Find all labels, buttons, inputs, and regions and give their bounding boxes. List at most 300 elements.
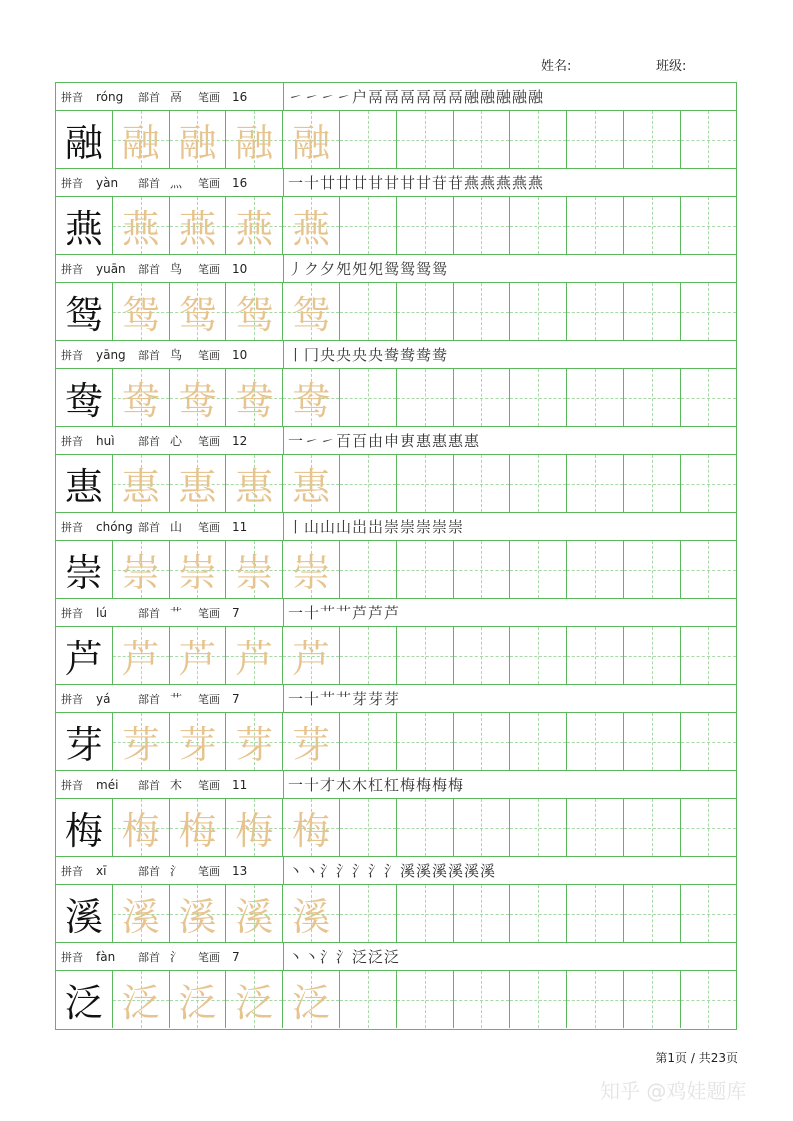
stroke-order-sequence: 丶丶氵氵氵氵氵溪溪溪溪溪溪 xyxy=(288,862,497,880)
trace-char-cell[interactable] xyxy=(226,197,283,254)
model-char: 芦 xyxy=(64,637,103,681)
practice-cell[interactable] xyxy=(397,971,454,1028)
radical-value: 氵 xyxy=(170,864,183,878)
practice-cell[interactable] xyxy=(340,197,397,254)
char-practice-row xyxy=(56,369,736,427)
practice-cell[interactable] xyxy=(681,111,736,168)
model-char-cell xyxy=(56,111,113,168)
model-char-cell xyxy=(56,283,113,340)
practice-cell[interactable] xyxy=(624,197,681,254)
radical-label: 部首 xyxy=(138,950,160,964)
model-char: 崇 xyxy=(64,551,103,595)
model-char-cell xyxy=(56,627,113,684)
practice-cell[interactable] xyxy=(454,541,511,598)
trace-char-cell[interactable] xyxy=(283,971,340,1028)
trace-char: 鸯 xyxy=(178,379,217,423)
trace-char-cell[interactable] xyxy=(170,455,227,512)
practice-cell[interactable] xyxy=(340,799,397,856)
char-info-row xyxy=(56,255,736,283)
practice-cell[interactable] xyxy=(567,713,624,770)
practice-cell[interactable] xyxy=(567,627,624,684)
practice-cell[interactable] xyxy=(397,799,454,856)
trace-char-cell[interactable] xyxy=(226,971,283,1028)
practice-cell[interactable] xyxy=(454,455,511,512)
radical-value: 艹 xyxy=(170,692,183,706)
char-info-row xyxy=(56,943,736,971)
char-practice-row xyxy=(56,971,736,1029)
practice-cell[interactable] xyxy=(340,111,397,168)
trace-char: 惠 xyxy=(178,465,217,509)
strokes-value: 7 xyxy=(232,605,240,620)
practice-cell[interactable] xyxy=(681,541,736,598)
practice-cell[interactable] xyxy=(510,627,567,684)
pinyin-label: 拼音 xyxy=(61,692,83,706)
pinyin-label: 拼音 xyxy=(61,950,83,964)
practice-cell[interactable] xyxy=(681,799,736,856)
practice-cell[interactable] xyxy=(510,713,567,770)
pinyin-value: yàn xyxy=(96,175,119,190)
practice-cell[interactable] xyxy=(340,369,397,426)
practice-cell[interactable] xyxy=(624,455,681,512)
practice-cell[interactable] xyxy=(454,111,511,168)
practice-cell[interactable] xyxy=(510,455,567,512)
trace-char-cell[interactable] xyxy=(283,111,340,168)
radical-label: 部首 xyxy=(138,90,160,104)
trace-char: 芽 xyxy=(235,723,274,767)
practice-cell[interactable] xyxy=(624,111,681,168)
strokes-label: 笔画 xyxy=(198,692,220,706)
strokes-label: 笔画 xyxy=(198,434,220,448)
trace-char: 崇 xyxy=(121,551,160,595)
practice-cell[interactable] xyxy=(454,713,511,770)
char-info-row xyxy=(56,771,736,799)
pinyin-value: yuān xyxy=(96,261,126,276)
char-info xyxy=(56,857,284,884)
trace-char-cell[interactable] xyxy=(226,369,283,426)
trace-char: 芽 xyxy=(178,723,217,767)
radical-label: 部首 xyxy=(138,176,160,190)
trace-char: 鸯 xyxy=(235,379,274,423)
trace-char-cell[interactable] xyxy=(283,799,340,856)
trace-char-cell[interactable] xyxy=(170,885,227,942)
strokes-value: 10 xyxy=(232,261,248,276)
practice-cell[interactable] xyxy=(624,627,681,684)
practice-cell[interactable] xyxy=(681,627,736,684)
strokes-value: 10 xyxy=(232,347,248,362)
trace-char: 融 xyxy=(292,121,331,165)
practice-cell[interactable] xyxy=(510,971,567,1028)
trace-char: 惠 xyxy=(121,465,160,509)
practice-cell[interactable] xyxy=(681,885,736,942)
practice-cell[interactable] xyxy=(397,713,454,770)
practice-cell[interactable] xyxy=(681,971,736,1028)
strokes-label: 笔画 xyxy=(198,348,220,362)
practice-cell[interactable] xyxy=(454,799,511,856)
practice-cell[interactable] xyxy=(624,369,681,426)
strokes-value: 7 xyxy=(232,691,240,706)
model-char: 鸳 xyxy=(64,293,103,337)
char-info xyxy=(56,599,284,626)
stroke-order-sequence: 丨冂央央央央鸯鸯鸯鸯 xyxy=(288,346,449,364)
class-label: 班级: xyxy=(656,59,687,74)
stroke-order-sequence: 一十才木木杠杠梅梅梅梅 xyxy=(288,776,465,794)
strokes-value: 16 xyxy=(232,89,248,104)
strokes-value: 12 xyxy=(232,433,248,448)
trace-char: 鸳 xyxy=(235,293,274,337)
stroke-order-sequence: 一十廿廿廿甘甘甘甘苷苷燕燕燕燕燕 xyxy=(288,174,545,192)
pinyin-label: 拼音 xyxy=(61,262,83,276)
char-practice-row xyxy=(56,713,736,771)
trace-char-cell[interactable] xyxy=(170,369,227,426)
stroke-order-sequence: 丶丶氵氵泛泛泛 xyxy=(288,948,401,966)
trace-char: 鸳 xyxy=(178,293,217,337)
trace-char-cell[interactable] xyxy=(170,283,227,340)
practice-cell[interactable] xyxy=(624,971,681,1028)
model-char: 泛 xyxy=(64,981,103,1025)
strokes-value: 11 xyxy=(232,777,248,792)
practice-cell[interactable] xyxy=(397,197,454,254)
char-info-row xyxy=(56,513,736,541)
char-info-row xyxy=(56,341,736,369)
trace-char: 燕 xyxy=(178,207,217,251)
strokes-label: 笔画 xyxy=(198,606,220,620)
pinyin-value: huì xyxy=(96,433,115,448)
model-char-cell xyxy=(56,885,113,942)
pinyin-label: 拼音 xyxy=(61,176,83,190)
trace-char-cell[interactable] xyxy=(226,283,283,340)
stroke-order-sequence: 一十艹艹芦芦芦 xyxy=(288,604,401,622)
char-info xyxy=(56,427,284,454)
trace-char: 芦 xyxy=(178,637,217,681)
pinyin-value: fàn xyxy=(96,949,116,964)
trace-char: 崇 xyxy=(292,551,331,595)
practice-cell[interactable] xyxy=(567,455,624,512)
strokes-label: 笔画 xyxy=(198,90,220,104)
trace-char: 溪 xyxy=(292,895,331,939)
radical-label: 部首 xyxy=(138,348,160,362)
practice-cell[interactable] xyxy=(397,369,454,426)
trace-char-cell[interactable] xyxy=(113,799,170,856)
trace-char: 泛 xyxy=(292,981,331,1025)
trace-char-cell[interactable] xyxy=(113,197,170,254)
practice-cell[interactable] xyxy=(510,197,567,254)
pinyin-label: 拼音 xyxy=(61,778,83,792)
practice-cell[interactable] xyxy=(340,885,397,942)
strokes-value: 11 xyxy=(232,519,248,534)
trace-char: 泛 xyxy=(121,981,160,1025)
radical-value: 鸟 xyxy=(170,262,183,276)
practice-cell[interactable] xyxy=(340,713,397,770)
trace-char: 芽 xyxy=(121,723,160,767)
stroke-order-sequence: 一㇀㇀百百由申叀惠惠惠惠 xyxy=(288,432,481,450)
model-char: 梅 xyxy=(64,809,103,853)
model-char-cell xyxy=(56,971,113,1028)
char-practice-row xyxy=(56,627,736,685)
char-info-row xyxy=(56,857,736,885)
trace-char-cell[interactable] xyxy=(226,799,283,856)
strokes-label: 笔画 xyxy=(198,778,220,792)
trace-char-cell[interactable] xyxy=(170,541,227,598)
trace-char: 崇 xyxy=(178,551,217,595)
trace-char-cell[interactable] xyxy=(113,627,170,684)
trace-char: 鸳 xyxy=(121,293,160,337)
trace-char-cell[interactable] xyxy=(226,455,283,512)
trace-char-cell[interactable] xyxy=(283,627,340,684)
trace-char-cell[interactable] xyxy=(283,283,340,340)
radical-value: 艹 xyxy=(170,606,183,620)
radical-label: 部首 xyxy=(138,520,160,534)
model-char-cell xyxy=(56,713,113,770)
practice-cell[interactable] xyxy=(624,713,681,770)
model-char: 溪 xyxy=(64,895,103,939)
model-char: 融 xyxy=(64,121,103,165)
trace-char: 芦 xyxy=(121,637,160,681)
pinyin-label: 拼音 xyxy=(61,606,83,620)
strokes-label: 笔画 xyxy=(198,520,220,534)
trace-char: 燕 xyxy=(235,207,274,251)
pinyin-value: chóng xyxy=(96,519,133,534)
pinyin-label: 拼音 xyxy=(61,434,83,448)
practice-cell[interactable] xyxy=(454,197,511,254)
char-info xyxy=(56,513,284,540)
trace-char: 崇 xyxy=(235,551,274,595)
radical-label: 部首 xyxy=(138,606,160,620)
trace-char: 惠 xyxy=(235,465,274,509)
practice-cell[interactable] xyxy=(340,971,397,1028)
trace-char: 泛 xyxy=(235,981,274,1025)
stroke-order-sequence: 一十艹艹芽芽芽 xyxy=(288,690,401,708)
trace-char-cell[interactable] xyxy=(283,197,340,254)
practice-cell[interactable] xyxy=(567,885,624,942)
pinyin-value: xī xyxy=(96,863,107,878)
model-char-cell xyxy=(56,799,113,856)
practice-cell[interactable] xyxy=(681,283,736,340)
stroke-order-sequence: ㇀㇀㇀㇀户鬲鬲鬲鬲鬲鬲融融融融融 xyxy=(288,88,545,106)
strokes-label: 笔画 xyxy=(198,176,220,190)
model-char-cell xyxy=(56,541,113,598)
strokes-value: 16 xyxy=(232,175,248,190)
char-info-row xyxy=(56,599,736,627)
trace-char-cell[interactable] xyxy=(170,627,227,684)
trace-char: 鸳 xyxy=(292,293,331,337)
radical-value: 鬲 xyxy=(170,90,183,104)
practice-cell[interactable] xyxy=(397,111,454,168)
trace-char: 梅 xyxy=(178,809,217,853)
trace-char: 溪 xyxy=(178,895,217,939)
strokes-label: 笔画 xyxy=(198,262,220,276)
trace-char-cell[interactable] xyxy=(226,713,283,770)
model-char-cell xyxy=(56,369,113,426)
char-practice-row xyxy=(56,455,736,513)
practice-cell[interactable] xyxy=(567,111,624,168)
radical-label: 部首 xyxy=(138,262,160,276)
trace-char-cell[interactable] xyxy=(226,541,283,598)
practice-cell[interactable] xyxy=(510,369,567,426)
trace-char: 芽 xyxy=(292,723,331,767)
practice-cell[interactable] xyxy=(397,541,454,598)
char-info xyxy=(56,943,284,970)
radical-label: 部首 xyxy=(138,434,160,448)
practice-cell[interactable] xyxy=(624,885,681,942)
trace-char: 燕 xyxy=(121,207,160,251)
pinyin-value: yāng xyxy=(96,347,126,362)
trace-char-cell[interactable] xyxy=(226,885,283,942)
radical-value: 木 xyxy=(170,778,183,792)
practice-cell[interactable] xyxy=(624,541,681,598)
strokes-label: 笔画 xyxy=(198,864,220,878)
name-label: 姓名: xyxy=(541,59,572,74)
practice-cell[interactable] xyxy=(567,971,624,1028)
practice-cell[interactable] xyxy=(510,111,567,168)
strokes-value: 7 xyxy=(232,949,240,964)
char-info-row xyxy=(56,169,736,197)
practice-cell[interactable] xyxy=(340,283,397,340)
model-char: 芽 xyxy=(64,723,103,767)
char-practice-row xyxy=(56,799,736,857)
trace-char-cell[interactable] xyxy=(283,541,340,598)
radical-value: 鸟 xyxy=(170,348,183,362)
radical-label: 部首 xyxy=(138,864,160,878)
practice-grid xyxy=(55,82,737,1030)
practice-cell[interactable] xyxy=(454,885,511,942)
char-info xyxy=(56,685,284,712)
trace-char: 梅 xyxy=(121,809,160,853)
char-practice-row xyxy=(56,197,736,255)
practice-cell[interactable] xyxy=(454,971,511,1028)
char-info-row xyxy=(56,427,736,455)
trace-char-cell[interactable] xyxy=(113,283,170,340)
trace-char: 惠 xyxy=(292,465,331,509)
practice-cell[interactable] xyxy=(681,455,736,512)
char-info-row xyxy=(56,685,736,713)
trace-char-cell[interactable] xyxy=(170,713,227,770)
trace-char-cell[interactable] xyxy=(113,111,170,168)
radical-value: 心 xyxy=(170,434,183,448)
practice-cell[interactable] xyxy=(567,369,624,426)
trace-char-cell[interactable] xyxy=(170,197,227,254)
practice-cell[interactable] xyxy=(510,283,567,340)
practice-cell[interactable] xyxy=(397,885,454,942)
practice-cell[interactable] xyxy=(340,627,397,684)
practice-cell[interactable] xyxy=(681,369,736,426)
practice-cell[interactable] xyxy=(681,713,736,770)
trace-char: 燕 xyxy=(292,207,331,251)
char-info xyxy=(56,169,284,196)
practice-cell[interactable] xyxy=(340,541,397,598)
stroke-order-sequence: 丿ク夕夗夗夗鸳鸳鸳鸳 xyxy=(288,260,449,278)
watermark: 知乎 @鸡娃题库 xyxy=(600,1079,747,1103)
pinyin-value: róng xyxy=(96,89,124,104)
char-info xyxy=(56,341,284,368)
trace-char-cell[interactable] xyxy=(170,799,227,856)
trace-char-cell[interactable] xyxy=(113,541,170,598)
trace-char: 融 xyxy=(178,121,217,165)
practice-cell[interactable] xyxy=(454,369,511,426)
strokes-label: 笔画 xyxy=(198,950,220,964)
trace-char: 芦 xyxy=(235,637,274,681)
char-info xyxy=(56,771,284,798)
trace-char-cell[interactable] xyxy=(283,369,340,426)
trace-char: 鸯 xyxy=(292,379,331,423)
trace-char-cell[interactable] xyxy=(113,455,170,512)
model-char-cell xyxy=(56,455,113,512)
practice-cell[interactable] xyxy=(397,283,454,340)
pinyin-label: 拼音 xyxy=(61,520,83,534)
trace-char-cell[interactable] xyxy=(283,455,340,512)
practice-cell[interactable] xyxy=(624,799,681,856)
char-info xyxy=(56,83,284,110)
practice-cell[interactable] xyxy=(567,799,624,856)
model-char: 鸯 xyxy=(64,379,103,423)
practice-cell[interactable] xyxy=(454,627,511,684)
radical-label: 部首 xyxy=(138,778,160,792)
practice-cell[interactable] xyxy=(340,455,397,512)
practice-cell[interactable] xyxy=(681,197,736,254)
pinyin-label: 拼音 xyxy=(61,348,83,362)
practice-cell[interactable] xyxy=(510,541,567,598)
trace-char: 融 xyxy=(235,121,274,165)
stroke-order-sequence: 丨山山山岀岀崇崇崇崇崇 xyxy=(288,518,465,536)
pinyin-value: méi xyxy=(96,777,119,792)
practice-cell[interactable] xyxy=(567,197,624,254)
char-practice-row xyxy=(56,541,736,599)
trace-char: 泛 xyxy=(178,981,217,1025)
practice-cell[interactable] xyxy=(397,455,454,512)
pinyin-value: yá xyxy=(96,691,111,706)
trace-char-cell[interactable] xyxy=(170,971,227,1028)
practice-cell[interactable] xyxy=(567,283,624,340)
trace-char: 融 xyxy=(121,121,160,165)
practice-cell[interactable] xyxy=(624,283,681,340)
trace-char-cell[interactable] xyxy=(226,111,283,168)
radical-label: 部首 xyxy=(138,692,160,706)
char-info xyxy=(56,255,284,282)
trace-char-cell[interactable] xyxy=(113,369,170,426)
trace-char-cell[interactable] xyxy=(226,627,283,684)
trace-char: 梅 xyxy=(292,809,331,853)
trace-char: 梅 xyxy=(235,809,274,853)
pinyin-label: 拼音 xyxy=(61,864,83,878)
trace-char-cell[interactable] xyxy=(113,885,170,942)
trace-char: 溪 xyxy=(235,895,274,939)
pinyin-label: 拼音 xyxy=(61,90,83,104)
trace-char-cell[interactable] xyxy=(283,713,340,770)
practice-cell[interactable] xyxy=(510,799,567,856)
trace-char: 芦 xyxy=(292,637,331,681)
radical-value: 氵 xyxy=(170,950,183,964)
page-number: 第1页 / 共23页 xyxy=(655,1051,738,1065)
practice-cell[interactable] xyxy=(397,627,454,684)
trace-char-cell[interactable] xyxy=(283,885,340,942)
trace-char-cell[interactable] xyxy=(170,111,227,168)
trace-char-cell[interactable] xyxy=(113,971,170,1028)
model-char: 燕 xyxy=(64,207,103,251)
practice-cell[interactable] xyxy=(454,283,511,340)
char-practice-row xyxy=(56,885,736,943)
char-practice-row xyxy=(56,283,736,341)
trace-char: 溪 xyxy=(121,895,160,939)
trace-char-cell[interactable] xyxy=(113,713,170,770)
radical-value: 山 xyxy=(170,520,183,534)
practice-cell[interactable] xyxy=(510,885,567,942)
model-char-cell xyxy=(56,197,113,254)
pinyin-value: lú xyxy=(96,605,107,620)
char-info-row xyxy=(56,83,736,111)
model-char: 惠 xyxy=(64,465,103,509)
char-practice-row xyxy=(56,111,736,169)
trace-char: 鸯 xyxy=(121,379,160,423)
practice-cell[interactable] xyxy=(567,541,624,598)
